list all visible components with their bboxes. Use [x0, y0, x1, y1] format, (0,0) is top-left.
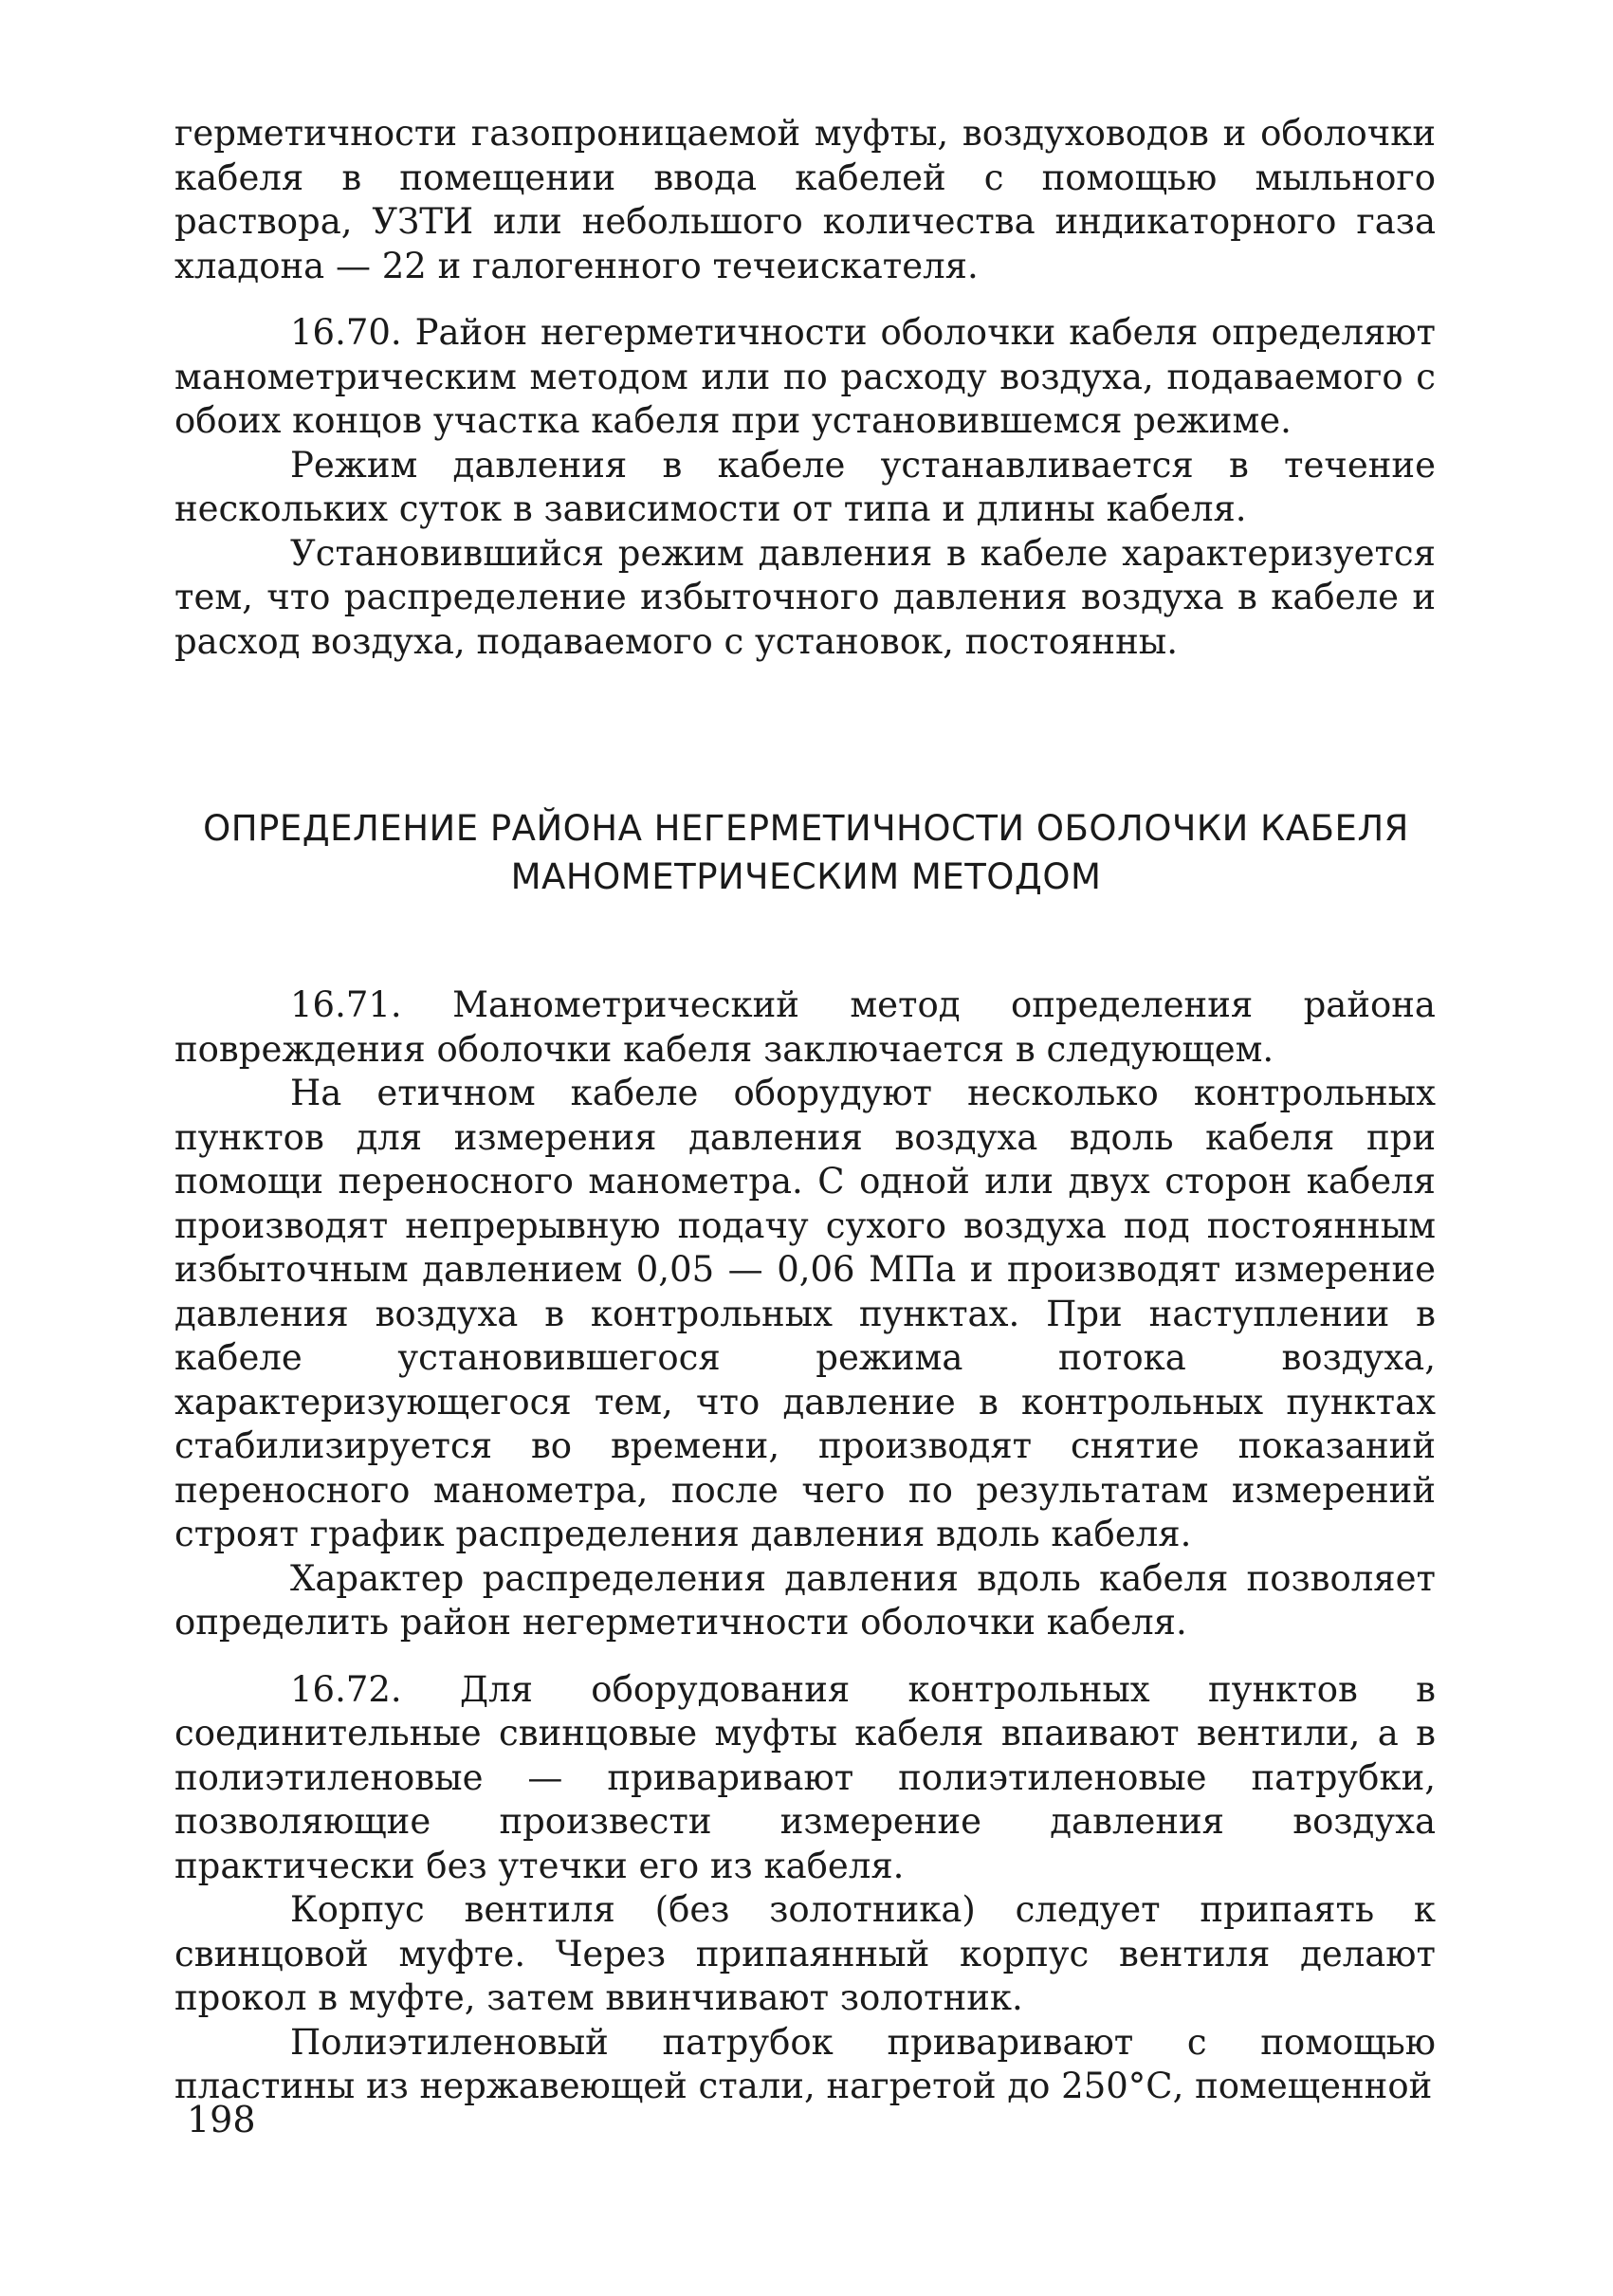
paragraph-16-71: 16.71. Манометрический метод определения района повреждения оболочки кабеля заключается в следующем. — [174, 984, 1436, 1070]
paragraph-16-70: 16.70. Район негерметичности оболочки кабеля определяют манометрическим методом или по расходу воздуха, подаваемого с обоих концов участка кабеля при установившемся режиме. — [174, 312, 1436, 441]
paragraph-polyethylene-pipe: Полиэтиленовый патрубок приваривают с помощью пластины из нержавеющей стали, нагретой до 250°С, помещенной — [174, 2021, 1436, 2106]
paragraph-control-points: На етичном кабеле оборудуют несколько контрольных пунктов для измерения давления воздуха вдоль кабеля при помощи переносного манометра. С одной или двух сторон кабеля производят непрерывную подачу сухого воздуха под постоянным избыточным давлением 0,05 — 0,06 МПа и производят измерение давления воздуха в контрольных пунктах. При наступлении в кабеле установившегося режима потока воздуха, характеризующегося тем, что давление в контрольных пунктах стабилизируется во времени, производят снятие показаний переносного манометра, после чего по результатам измерений строят график распределения давления вдоль кабеля. — [174, 1073, 1436, 1554]
paragraph-16-72: 16.72. Для оборудования контрольных пунктов в соединительные свинцовые муфты кабеля впаивают вентили, а в полиэтиленовые — приваривают полиэтиленовые патрубки, позволяющие произвести измерение давления воздуха практически без утечки его из кабеля. — [174, 1668, 1436, 1886]
paragraph-valve-body: Корпус вентиля (без золотника) следует припаять к свинцовой муфте. Через припаянный корпус вентиля делают прокол в муфте, затем ввинчивают золотник. — [174, 1889, 1436, 2018]
top-text-section — [174, 112, 1436, 664]
paragraph-steady-state: Установившийся режим давления в кабеле характеризуется тем, что распределение избыточного давления воздуха в кабеле и расход воздуха, подаваемого с установок, постоянны. — [174, 532, 1436, 662]
paragraph-pressure-distribution: Характер распределения давления вдоль кабеля позволяет определить район негерметичности оболочки кабеля. — [174, 1557, 1436, 1643]
section-heading — [142, 804, 1470, 901]
page-number: 198 — [187, 2099, 256, 2140]
section-heading-line-1: ОПРЕДЕЛЕНИЕ РАЙОНА НЕГЕРМЕТИЧНОСТИ ОБОЛОЧКИ КАБЕЛЯ — [203, 808, 1409, 849]
section-heading-line-2: МАНОМЕТРИЧЕСКИМ МЕТОДОМ — [510, 856, 1102, 897]
paragraph-pressure-mode: Режим давления в кабеле устанавливается в течение нескольких суток в зависимости от типа и длины кабеля. — [174, 444, 1436, 529]
paragraph-continuation: герметичности газопроницаемой муфты, воздуховодов и оболочки кабеля в помещении ввода кабелей с помощью мыльного раствора, УЗТИ или небольшого количества индикаторного газа хладона — 22 и галогенного течеискателя. — [174, 113, 1436, 286]
bottom-text-section — [174, 983, 1436, 2109]
